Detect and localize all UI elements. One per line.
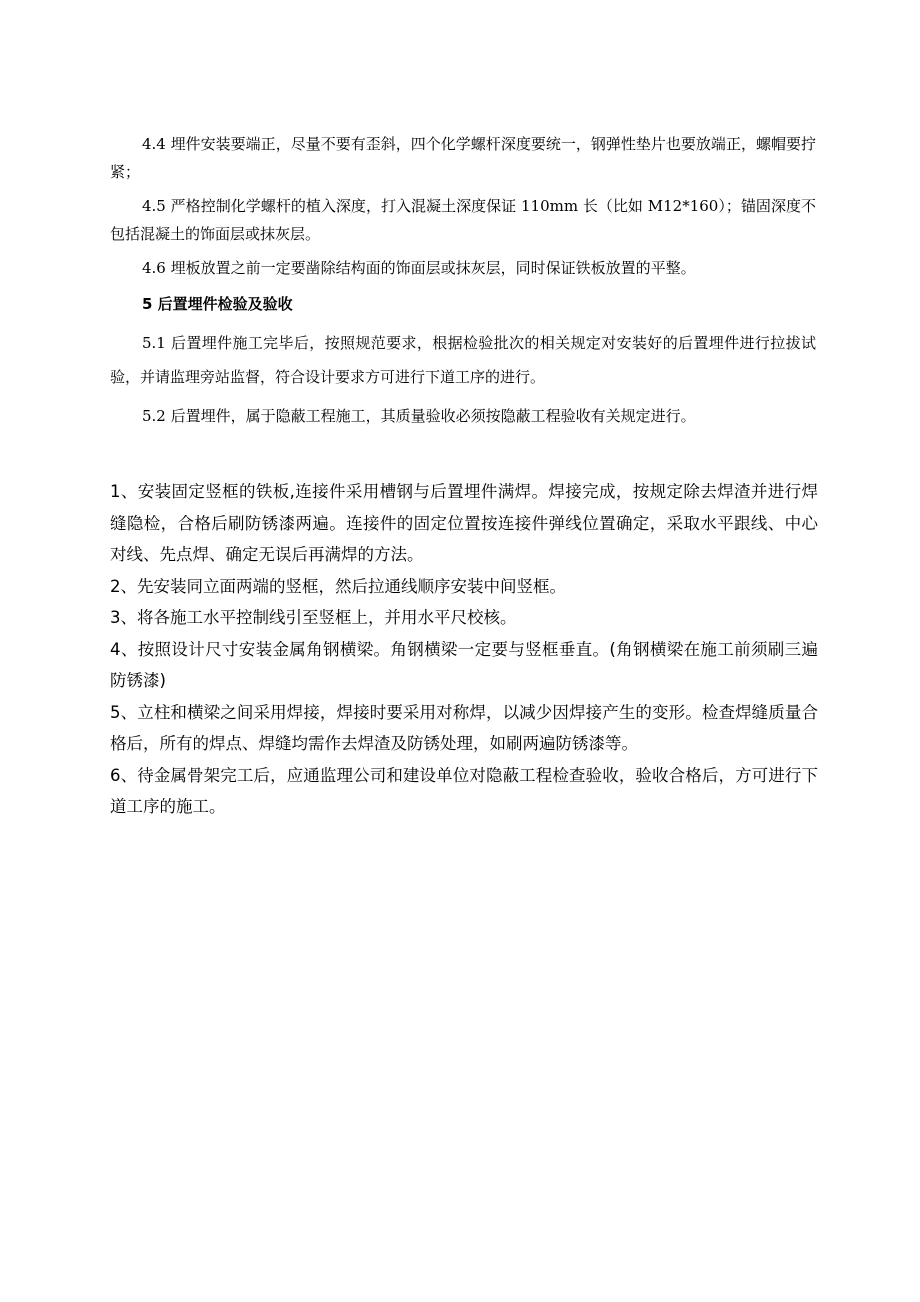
step-item-3: 3、将各施工水平控制线引至竖框上，并用水平尺校核。 <box>110 608 517 627</box>
paragraph-4-4: 4.4 埋件安装要端正，尽量不要有歪斜，四个化学螺杆深度要统一，钢弹性垫片也要放端正，螺帽要拧紧； <box>110 135 816 181</box>
step-item-2: 2、先安装同立面两端的竖框，然后拉通线顺序安装中间竖框。 <box>110 576 566 596</box>
section-4-5-text <box>110 130 816 430</box>
paragraph-5-2: 5.2 后置埋件，属于隐蔽工程施工，其质量验收必须按隐蔽工程验收有关规定进行。 <box>142 407 696 425</box>
paragraph-5-1: 5.1 后置埋件施工完毕后，按照规范要求，根据检验批次的相关规定对安装好的后置埋件进行拉拔试验，并请监理旁站监督，符合设计要求方可进行下道工序的进行。 <box>110 334 816 386</box>
step-item-5: 5、立柱和横梁之间采用焊接，焊接时要采用对称焊，以减少因焊接产生的变形。检查焊缝质量合格后，所有的焊点、焊缝均需作去焊渣及防锈处理，如刷两遍防锈漆等。 <box>110 702 818 753</box>
step-item-4: 4、按照设计尺寸安装金属角钢横梁。角钢横梁一定要与竖框垂直。(角钢横梁在施工前须刷三遍防锈漆) <box>110 639 818 690</box>
paragraph-4-6: 4.6 埋板放置之前一定要凿除结构面的饰面层或抹灰层，同时保证铁板放置的平整。 <box>142 259 696 277</box>
paragraph-4-5: 4.5 严格控制化学螺杆的植入深度，打入混凝土深度保证 110mm 长（比如 M12*160）；锚固深度不包括混凝土的饰面层或抹灰层。 <box>110 197 816 243</box>
installation-steps-list <box>110 476 818 823</box>
step-item-6: 6、待金属骨架完工后，应通监理公司和建设单位对隐蔽工程检查验收，验收合格后，方可进行下道工序的施工。 <box>110 765 818 816</box>
step-item-1: 1、安装固定竖框的铁板,连接件采用槽钢与后置埋件满焊。焊接完成，按规定除去焊渣并进行焊缝隐检，合格后刷防锈漆两遍。连接件的固定位置按连接件弹线位置确定，采取水平跟线、中心对线、先点焊、确定无误后再满焊的方法。 <box>110 482 818 564</box>
section-5-heading: 5 后置埋件检验及验收 <box>142 295 293 313</box>
